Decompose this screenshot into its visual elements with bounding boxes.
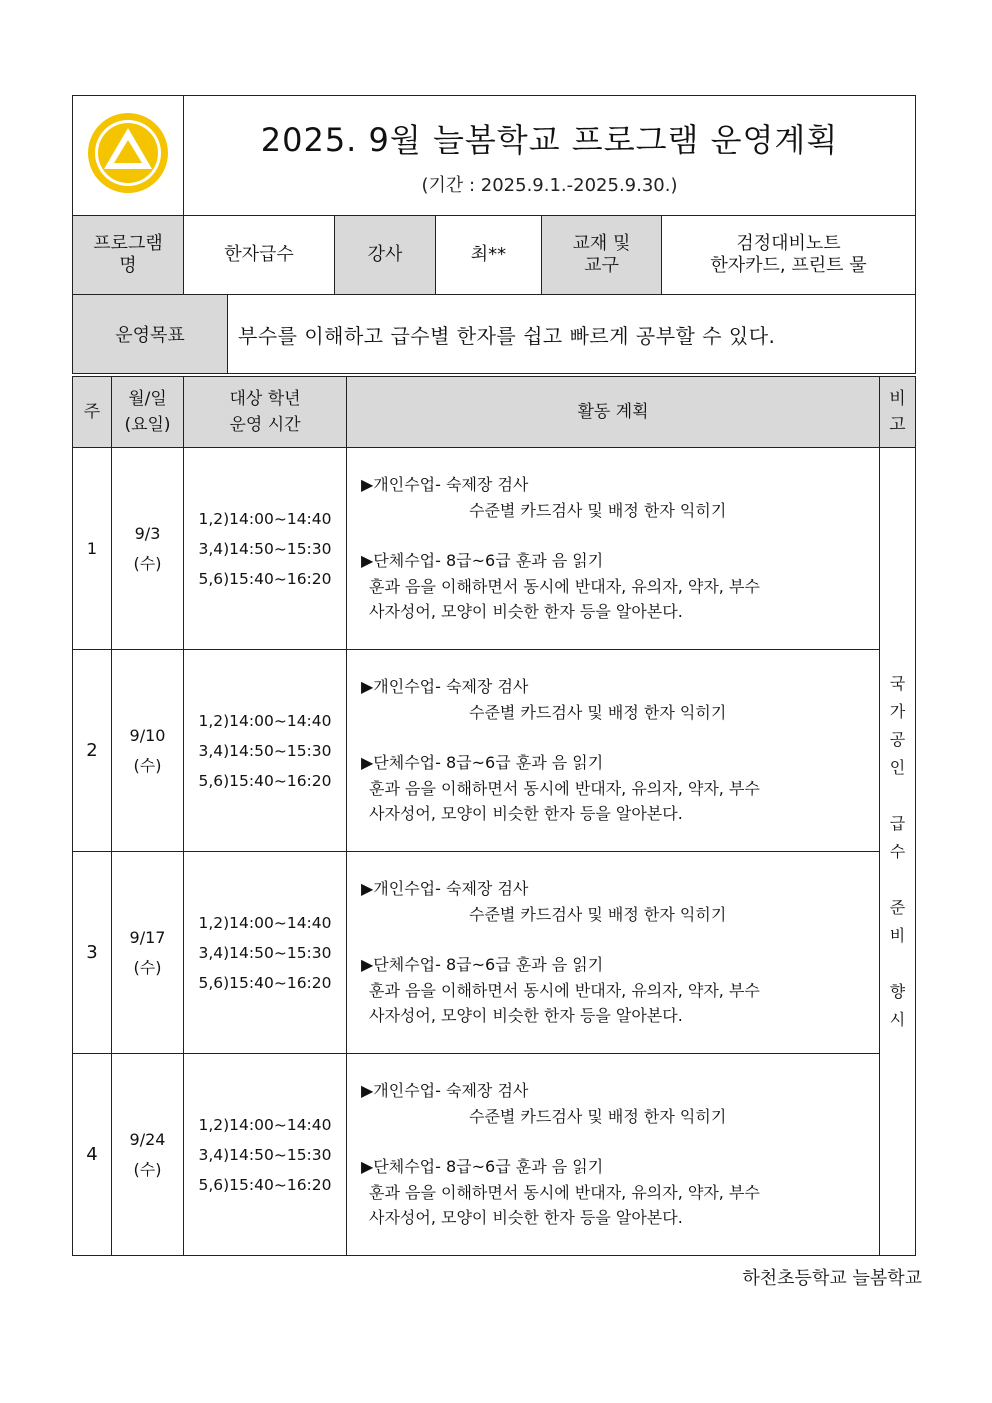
- title-cell: [184, 96, 916, 216]
- date-header: 월/일 (요일): [112, 377, 184, 448]
- table-row: [73, 1054, 916, 1256]
- logo-cell: [73, 96, 184, 216]
- schedule-table: [72, 376, 916, 1256]
- week-header: 주: [73, 377, 112, 448]
- teacher-name: 최**: [436, 216, 542, 295]
- date-cell: 9/3 (수): [112, 448, 184, 650]
- times-cell: 1,2)14:00~14:40 3,4)14:50~15:30 5,6)15:40~16:20: [184, 1054, 347, 1256]
- activity-cell: ▶개인수업- 숙제장 검사 수준별 카드검사 및 배정 한자 익히기 ▶단체수업- 8급~6급 훈과 음 읽기 훈과 음을 이해하면서 동시에 반대자, 유의자, 약자, 부수 사자성어, 모양이 비슷한 한자 등을 알아본다.: [347, 852, 880, 1054]
- plan-document: [72, 95, 916, 1256]
- table-row: [73, 650, 916, 852]
- activity-cell: ▶개인수업- 숙제장 검사 수준별 카드검사 및 배정 한자 익히기 ▶단체수업- 8급~6급 훈과 음 읽기 훈과 음을 이해하면서 동시에 반대자, 유의자, 약자, 부수 사자성어, 모양이 비슷한 한자 등을 알아본다.: [347, 448, 880, 650]
- footer-school: 하천초등학교 늘봄학교: [742, 1268, 922, 1289]
- teacher-label: 강사: [335, 216, 436, 295]
- program-name: 한자급수: [184, 216, 335, 295]
- activity-cell: ▶개인수업- 숙제장 검사 수준별 카드검사 및 배정 한자 익히기 ▶단체수업- 8급~6급 훈과 음 읽기 훈과 음을 이해하면서 동시에 반대자, 유의자, 약자, 부수 사자성어, 모양이 비슷한 한자 등을 알아본다.: [347, 650, 880, 852]
- date-cell: 9/17 (수): [112, 852, 184, 1054]
- materials-value: [662, 216, 916, 295]
- times-cell: 1,2)14:00~14:40 3,4)14:50~15:30 5,6)15:40~16:20: [184, 852, 347, 1054]
- materials-line-2: 한자카드, 프린트 물: [710, 255, 867, 276]
- week-number: 1: [73, 448, 112, 650]
- page-title: 2025. 9월 늘봄학교 프로그램 운영계획: [260, 120, 839, 159]
- program-label: 프로그램명: [73, 216, 184, 295]
- activity-cell: ▶개인수업- 숙제장 검사 수준별 카드검사 및 배정 한자 익히기 ▶단체수업- 8급~6급 훈과 음 읽기 훈과 음을 이해하면서 동시에 반대자, 유의자, 약자, 부수 사자성어, 모양이 비슷한 한자 등을 알아본다.: [347, 1054, 880, 1256]
- note-cell: 국 가 공 인 급 수 준 비 향 시: [880, 448, 916, 1256]
- school-emblem-icon: [86, 111, 170, 195]
- note-header: 비 고: [880, 377, 916, 448]
- date-cell: 9/24 (수): [112, 1054, 184, 1256]
- times-cell: 1,2)14:00~14:40 3,4)14:50~15:30 5,6)15:40~16:20: [184, 448, 347, 650]
- goal-text: 부수를 이해하고 급수별 한자를 쉽고 빠르게 공부할 수 있다.: [228, 295, 916, 374]
- goal-table: [72, 294, 916, 374]
- times-cell: 1,2)14:00~14:40 3,4)14:50~15:30 5,6)15:40~16:20: [184, 650, 347, 852]
- materials-label: 교재 및 교구: [542, 216, 662, 295]
- program-table: [72, 215, 916, 295]
- target-header: 대상 학년 운영 시간: [184, 377, 347, 448]
- week-number: 4: [73, 1054, 112, 1256]
- table-row: [73, 852, 916, 1054]
- goal-label: 운영목표: [73, 295, 228, 374]
- week-number: 3: [73, 852, 112, 1054]
- week-number: 2: [73, 650, 112, 852]
- materials-line-1: 검정대비노트: [736, 233, 841, 254]
- header-table: [72, 95, 916, 216]
- activity-header: 활동 계획: [347, 377, 880, 448]
- table-row: [73, 448, 916, 650]
- period-text: (기간 : 2025.9.1.-2025.9.30.): [421, 174, 678, 196]
- date-cell: 9/10 (수): [112, 650, 184, 852]
